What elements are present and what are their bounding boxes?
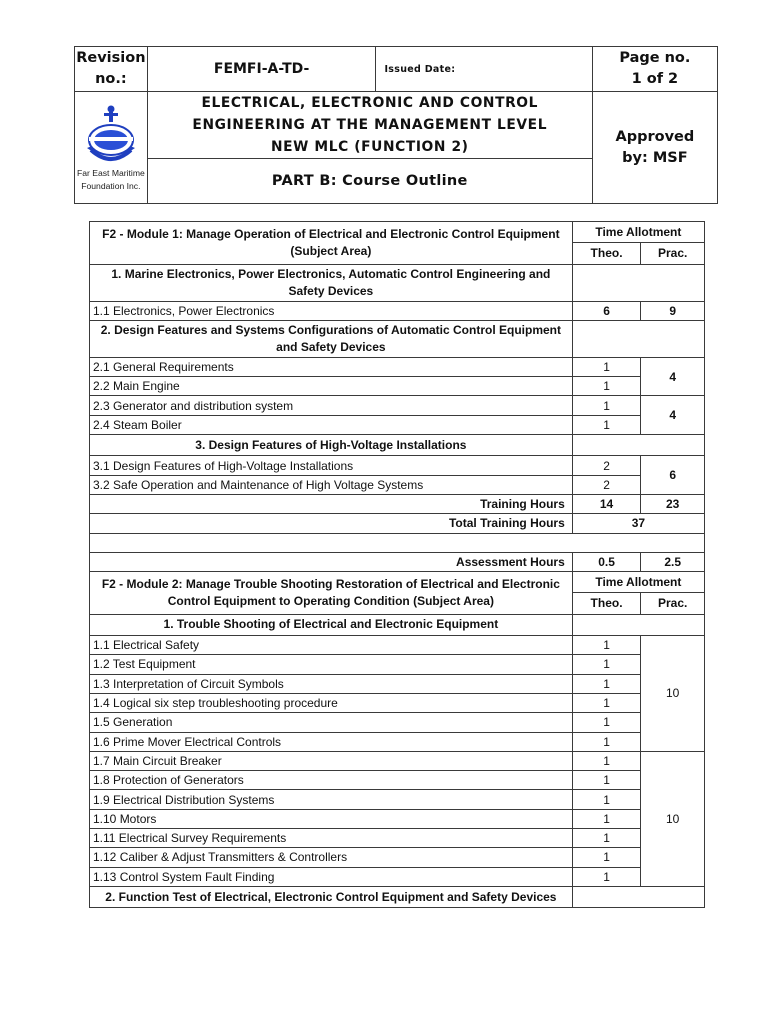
- item-label: 1.5 Generation: [90, 713, 573, 732]
- item-label: 1.8 Protection of Generators: [90, 771, 573, 790]
- item-label: 2.2 Main Engine: [90, 377, 573, 396]
- item-theo: 1: [572, 377, 641, 396]
- blank-row: [90, 533, 705, 552]
- item-label: 1.4 Logical six step troubleshooting procedure: [90, 693, 573, 712]
- item-label: 3.1 Design Features of High-Voltage Installations: [90, 456, 573, 475]
- approved-line-1: Approved: [615, 128, 695, 145]
- title-line-3: NEW MLC (FUNCTION 2): [270, 139, 469, 155]
- item-label: 1.11 Electrical Survey Requirements: [90, 829, 573, 848]
- table-row: [90, 357, 705, 376]
- item-theo: 1: [572, 848, 641, 867]
- item-theo: 1: [572, 867, 641, 886]
- table-row: [90, 848, 705, 867]
- module1-section3: 3. Design Features of High-Voltage Installations: [90, 435, 573, 456]
- item-theo: 2: [572, 456, 641, 475]
- table-row: [90, 867, 705, 886]
- item-theo: 2: [572, 475, 641, 494]
- item-label: 1.9 Electrical Distribution Systems: [90, 790, 573, 809]
- module2-time-allotment: Time Allotment: [572, 572, 704, 593]
- item-prac-merged: 4: [641, 396, 705, 435]
- title-line-2: ENGINEERING AT THE MANAGEMENT LEVEL: [192, 117, 548, 133]
- module2-theo-header: Theo.: [572, 593, 641, 614]
- module2-section1: 1. Trouble Shooting of Electrical and Electronic Equipment: [90, 614, 573, 635]
- course-title: [147, 92, 592, 159]
- item-label: 1.1 Electrical Safety: [90, 636, 573, 655]
- table-row: [90, 456, 705, 475]
- item-theo: 1: [572, 396, 641, 415]
- table-row: [90, 751, 705, 770]
- table-row: [90, 809, 705, 828]
- module1-title-line2: (Subject Area): [290, 243, 372, 258]
- item-theo: 1: [572, 771, 641, 790]
- item-label: 2.4 Steam Boiler: [90, 415, 573, 434]
- item-prac: 9: [641, 301, 705, 320]
- document-code: FEMFI-A-TD-: [147, 47, 376, 92]
- table-row: [90, 713, 705, 732]
- table-row: [90, 790, 705, 809]
- training-hours-prac: 23: [641, 494, 705, 513]
- table-row: [90, 655, 705, 674]
- table-row: [90, 829, 705, 848]
- item-label: 1.1 Electronics, Power Electronics: [90, 301, 573, 320]
- course-outline-table: [89, 221, 705, 908]
- item-theo: 1: [572, 809, 641, 828]
- assessment-theo: 0.5: [572, 552, 641, 571]
- table-row: [90, 301, 705, 320]
- item-theo: 1: [572, 693, 641, 712]
- page-number: [592, 47, 717, 92]
- module1-title-line1: F2 - Module 1: Manage Operation of Electrical and Electronic Control Equipment: [102, 226, 560, 241]
- table-row: [90, 674, 705, 693]
- item-prac-merged: 4: [641, 357, 705, 396]
- item-label: 1.2 Test Equipment: [90, 655, 573, 674]
- page-label: Page no.: [619, 50, 691, 66]
- table-row: [90, 636, 705, 655]
- title-line-1: ELECTRICAL, ELECTRONIC AND CONTROL: [201, 95, 539, 111]
- empty-cell: [572, 435, 704, 456]
- item-prac-merged: 10: [641, 636, 705, 752]
- item-theo: 6: [572, 301, 641, 320]
- logo-text-line1: Far East Maritime: [76, 167, 145, 178]
- item-label: 2.3 Generator and distribution system: [90, 396, 573, 415]
- total-training-label: Total Training Hours: [90, 514, 573, 533]
- item-theo: 1: [572, 829, 641, 848]
- empty-cell: [572, 320, 704, 357]
- total-training-value: 37: [572, 514, 704, 533]
- item-prac-merged: 10: [641, 751, 705, 886]
- table-row: [90, 732, 705, 751]
- item-label: 2.1 General Requirements: [90, 357, 573, 376]
- issued-date-label: Issued Date:: [376, 47, 592, 92]
- assessment-label: Assessment Hours: [90, 552, 573, 571]
- item-theo: 1: [572, 751, 641, 770]
- item-theo: 1: [572, 674, 641, 693]
- table-row: [90, 693, 705, 712]
- empty-cell: [90, 533, 705, 552]
- training-hours-row: [90, 494, 705, 513]
- module2-title-line1: F2 - Module 2: Manage Trouble Shooting Restoration of Electrical and Electronic: [101, 576, 560, 591]
- training-hours-label: Training Hours: [90, 494, 573, 513]
- total-training-row: [90, 514, 705, 533]
- revision-label: Revision no.:: [75, 47, 148, 92]
- item-label: 1.10 Motors: [90, 809, 573, 828]
- document-header: [74, 46, 718, 204]
- training-hours-theo: 14: [572, 494, 641, 513]
- module1-section2: 2. Design Features and Systems Configurations of Automatic Control Equipment and Safety Devices: [90, 320, 573, 357]
- empty-cell: [572, 614, 704, 635]
- item-theo: 1: [572, 732, 641, 751]
- item-label: 1.7 Main Circuit Breaker: [90, 751, 573, 770]
- empty-cell: [572, 264, 704, 301]
- module2-prac-header: Prac.: [641, 593, 705, 614]
- approved-by: [592, 92, 717, 204]
- item-theo: 1: [572, 790, 641, 809]
- logo-text-line2: Foundation Inc.: [81, 180, 141, 191]
- module1-title: [90, 222, 573, 265]
- table-row: [90, 771, 705, 790]
- assessment-row: [90, 552, 705, 571]
- module1-prac-header: Prac.: [641, 243, 705, 264]
- item-label: 1.13 Control System Fault Finding: [90, 867, 573, 886]
- table-row: [90, 415, 705, 434]
- module1-theo-header: Theo.: [572, 243, 641, 264]
- item-label: 1.6 Prime Mover Electrical Controls: [90, 732, 573, 751]
- module2-title: [90, 572, 573, 615]
- table-row: [90, 396, 705, 415]
- approved-line-2: by: MSF: [622, 149, 688, 166]
- item-label: 1.12 Caliber & Adjust Transmitters & Controllers: [90, 848, 573, 867]
- item-theo: 1: [572, 415, 641, 434]
- item-theo: 1: [572, 636, 641, 655]
- item-label: 3.2 Safe Operation and Maintenance of High Voltage Systems: [90, 475, 573, 494]
- empty-cell: [572, 886, 704, 907]
- item-prac-merged: 6: [641, 456, 705, 495]
- module2-section2: 2. Function Test of Electrical, Electronic Control Equipment and Safety Devices: [90, 886, 573, 907]
- table-row: [90, 475, 705, 494]
- item-theo: 1: [572, 357, 641, 376]
- module1-time-allotment: Time Allotment: [572, 222, 704, 243]
- module1-section1: 1. Marine Electronics, Power Electronics, Automatic Control Engineering and Safety Devices: [90, 264, 573, 301]
- item-theo: 1: [572, 713, 641, 732]
- item-label: 1.3 Interpretation of Circuit Symbols: [90, 674, 573, 693]
- logo-cell: [75, 92, 148, 204]
- table-row: [90, 377, 705, 396]
- part-title: PART B: Course Outline: [147, 159, 592, 204]
- module2-title-line2: Control Equipment to Operating Condition (Subject Area): [167, 593, 494, 608]
- item-theo: 1: [572, 655, 641, 674]
- page-value: 1 of 2: [631, 71, 679, 87]
- assessment-prac: 2.5: [641, 552, 705, 571]
- anchor-emblem-icon: [83, 104, 139, 166]
